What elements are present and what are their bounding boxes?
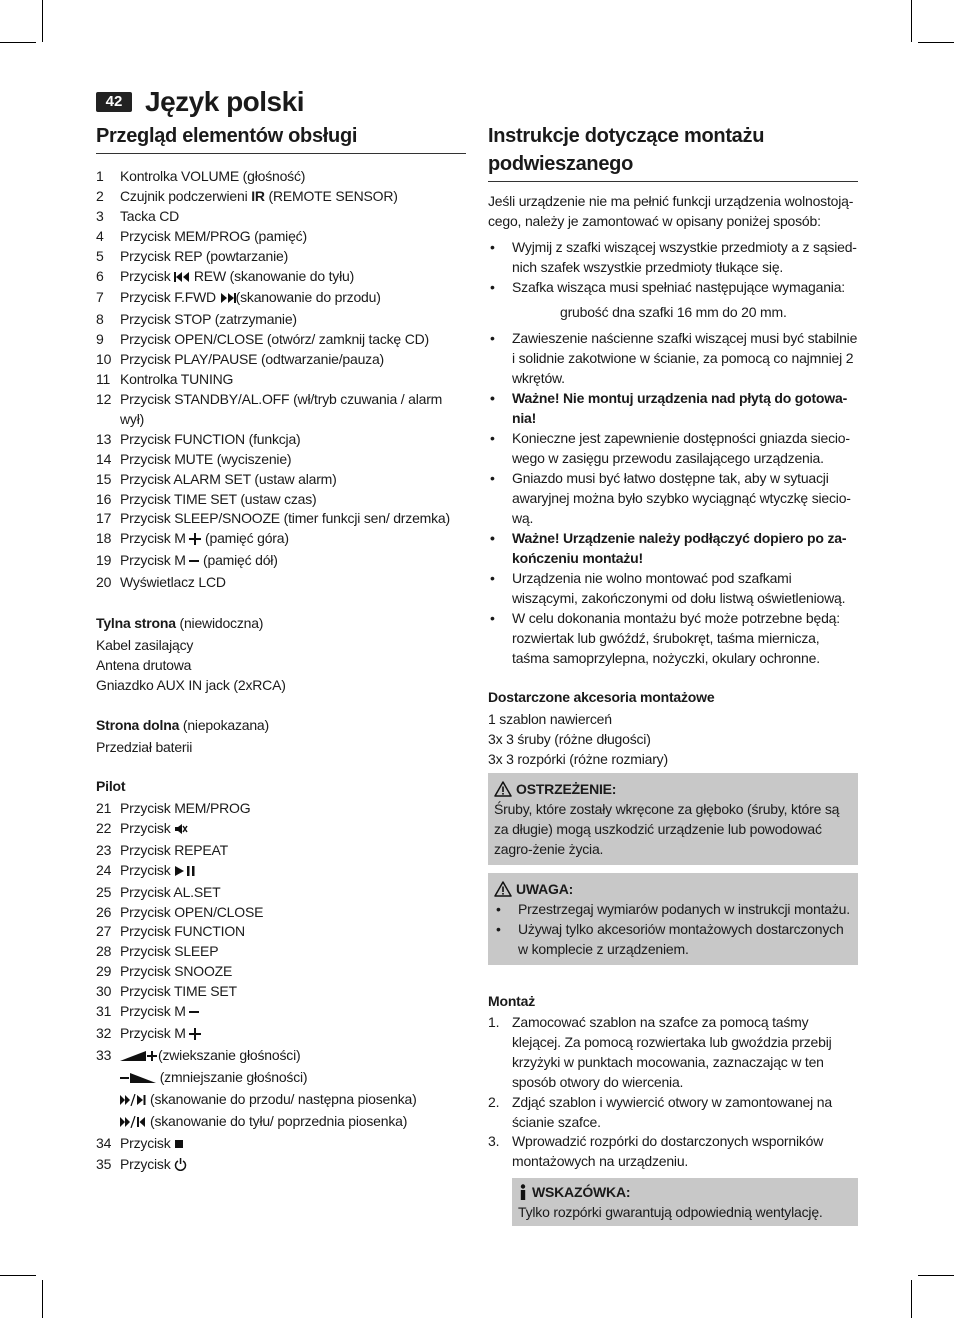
item-text: Przycisk STOP (zatrzymanie) — [120, 311, 297, 328]
warning-text: Śruby, które zostały wkręcone za głęboko (śruby, które są za długie) mogą uszkodzić urządzenie lub powodować zagro-żenie życia. — [494, 801, 840, 857]
bottom-line: Przedział baterii — [96, 739, 193, 756]
rear-side-heading — [96, 613, 466, 633]
crop-mark — [911, 1280, 912, 1318]
accessory-item: 3x 3 rozpórki (różne rozmiary) — [488, 751, 668, 767]
right-column — [488, 122, 858, 1226]
mounting-steps-list — [488, 1013, 858, 1172]
bottom-side-heading — [96, 715, 466, 735]
rear-side-title: Tylna strona — [96, 615, 176, 632]
accessory-item: 1 szablon nawierceń — [488, 711, 612, 727]
item-text: Przycisk TIME SET (ustaw czas) — [120, 490, 317, 507]
crop-mark — [42, 1280, 43, 1318]
crop-mark — [918, 42, 954, 43]
item-text: (skanowanie do przodu/ następna piosenka) — [150, 1090, 417, 1107]
item-number: 5 — [96, 247, 104, 264]
skip-forward-icon — [120, 1092, 150, 1112]
mounting-heading-line1: Instrukcje dotyczące montażu — [488, 125, 765, 147]
item-number: 16 — [96, 490, 112, 507]
item-text: Kontrolka TUNING — [120, 371, 234, 388]
item-number: 34 — [96, 1134, 112, 1151]
left-column — [96, 122, 466, 1177]
remote-item — [96, 861, 466, 883]
item-number: 2 — [96, 187, 104, 204]
item-number: 14 — [96, 450, 112, 467]
item-text: Kontrolka VOLUME (głośność) — [120, 168, 306, 184]
control-item — [96, 509, 466, 529]
mounting-steps-heading: Montaż — [488, 993, 536, 1009]
item-number: 9 — [96, 331, 104, 348]
control-item — [96, 350, 466, 370]
mounting-notes-list — [488, 328, 858, 668]
control-item — [96, 573, 466, 593]
item-text: Zdjąć szablon i wywiercić otwory w zamontowanej na ścianie szafce. — [512, 1093, 832, 1130]
item-text: Przycisk AL.SET — [120, 883, 221, 900]
item-number: 32 — [96, 1025, 112, 1041]
control-item — [96, 330, 466, 350]
play-pause-icon — [174, 863, 196, 883]
plus-icon — [189, 531, 201, 551]
item-number: 3. — [488, 1133, 500, 1150]
requirement-item: • Wyjmij z szafki wiszącej wszystkie przedmioty a z sąsied-nich szafek wszystkie przedmioty tłukące się. — [488, 237, 858, 277]
control-item — [96, 207, 466, 227]
mounting-note-item: • Ważne! Urządzenie należy podłączyć dopiero po za-kończeniu montażu! — [488, 528, 858, 568]
rear-line: Gniazdko AUX IN jack (2xRCA) — [96, 677, 286, 694]
item-number: 18 — [96, 530, 112, 547]
tip-text: Tylko rozpórki gwarantują odpowiednią wentylację. — [518, 1204, 823, 1221]
accessories-heading: Dostarczone akcesoria montażowe — [488, 689, 715, 705]
item-text: Przycisk ALARM SET (ustaw alarm) — [120, 470, 337, 487]
remote-item — [96, 942, 466, 962]
accessory-item: 3x 3 śruby (różne długości) — [488, 731, 651, 747]
item-number: 26 — [96, 903, 112, 920]
remote-heading: Pilot — [96, 778, 126, 795]
item-text: Przycisk MEM/PROG (pamięć) — [120, 227, 307, 244]
power-icon — [174, 1157, 187, 1177]
remote-item — [96, 1134, 466, 1156]
caution-title-text: UWAGA: — [516, 881, 574, 897]
item-text: Przycisk REPEAT — [120, 841, 228, 858]
remote-item — [96, 1112, 466, 1134]
crop-mark — [42, 0, 43, 42]
item-number: 10 — [96, 351, 112, 368]
warning-title-text: OSTRZEŻENIE: — [516, 781, 617, 797]
remote-item — [96, 1068, 466, 1090]
control-item — [96, 288, 466, 310]
item-number: 30 — [96, 983, 112, 1000]
control-item — [96, 450, 466, 470]
item-text: Przycisk FUNCTION — [120, 923, 245, 940]
volume-down-icon — [120, 1070, 156, 1090]
warning-title — [494, 779, 852, 799]
item-text: Przycisk REP (powtarzanie) — [120, 247, 289, 264]
item-number: 1. — [488, 1014, 500, 1030]
control-item — [96, 490, 466, 510]
control-item — [96, 390, 466, 430]
crop-mark — [0, 42, 36, 43]
mounting-note-item: • Gniazdo musi być łatwo dostępne tak, aby w sytuacji awaryjnej można było szybko wyciągnąć wtyczkę siecio-wą. — [488, 468, 858, 528]
item-text: (zwiekszanie głośności) — [158, 1046, 301, 1063]
control-item — [96, 267, 466, 289]
mounting-step — [488, 1093, 858, 1133]
item-bold-text: IR — [251, 187, 265, 204]
mounting-note-item: • Konieczne jest zapewnienie dostępności gniazda siecio-wego w zasięgu przewodu zasilającego urządzenia. — [488, 428, 858, 468]
mute-icon — [174, 821, 188, 841]
item-number: 28 — [96, 943, 112, 960]
rear-line: Antena drutowa — [96, 657, 192, 674]
item-text: Przycisk — [120, 1156, 175, 1173]
item-number: 35 — [96, 1156, 112, 1173]
item-number: 4 — [96, 227, 104, 244]
info-icon — [518, 1184, 528, 1200]
item-number: 23 — [96, 841, 112, 858]
mounting-note-item: • Urządzenia nie wolno montować pod szafkami wiszącymi, zakończonymi od dołu listwą oświetleniową. — [488, 568, 858, 608]
mounting-heading — [488, 122, 858, 182]
item-text: Przycisk SLEEP — [120, 943, 219, 960]
item-text: Przycisk — [120, 861, 175, 878]
caution-list — [494, 899, 852, 959]
remote-item — [96, 841, 466, 861]
item-number: 20 — [96, 574, 112, 591]
item-number: 8 — [96, 311, 104, 328]
control-item — [96, 247, 466, 267]
rear-side-note: (niewidoczna) — [175, 615, 264, 632]
item-number: 19 — [96, 552, 112, 569]
remote-item — [96, 1046, 466, 1068]
control-item — [96, 227, 466, 247]
page-title: Język polski — [145, 86, 304, 117]
item-text: Zamocować szablon na szafce za pomocą taśmy klejącej. Za pomocą rozwiertaka lub gwoździa przebij krzyżyki w punktach mocowania, zaznaczając w ten sposób otwory do wiercenia. — [512, 1014, 832, 1090]
page-number: 42 — [96, 92, 132, 112]
item-text: Tacka CD — [120, 207, 180, 224]
remote-item — [96, 1155, 466, 1177]
control-item — [96, 310, 466, 330]
remote-list — [96, 799, 466, 1177]
control-item — [96, 167, 466, 187]
item-text: REW (skanowanie do tyłu) — [190, 267, 355, 284]
crop-mark — [911, 0, 912, 42]
item-text: Przycisk M — [120, 1025, 190, 1041]
item-number: 29 — [96, 963, 112, 980]
item-text: Przycisk STANDBY/AL.OFF (wł/tryb czuwania / alarm wył) — [120, 390, 443, 427]
item-text: (skanowanie do przodu) — [235, 289, 381, 306]
item-number: 13 — [96, 430, 112, 447]
item-text: Przycisk MEM/PROG — [120, 800, 251, 817]
rear-line: Kabel zasilający — [96, 637, 194, 654]
remote-item — [96, 1090, 466, 1112]
remote-item — [96, 982, 466, 1002]
item-text: Przycisk SNOOZE — [120, 963, 233, 980]
item-number: 22 — [96, 819, 112, 836]
remote-item — [96, 922, 466, 942]
control-item — [96, 370, 466, 390]
item-text: Przycisk — [120, 1134, 175, 1151]
item-text: Wprowadzić rozpórki do dostarczonych wsporników montażowych na urządzeniu. — [512, 1133, 824, 1170]
mounting-step — [488, 1013, 858, 1093]
crop-mark — [0, 1275, 36, 1276]
item-number: 7 — [96, 289, 104, 306]
item-number: 24 — [96, 861, 112, 878]
remote-item — [96, 962, 466, 982]
remote-item — [96, 883, 466, 903]
volume-up-icon — [120, 1048, 158, 1068]
tip-title-text: WSKAZÓWKA: — [532, 1184, 631, 1201]
item-number: 11 — [96, 371, 111, 388]
remote-item — [96, 903, 466, 923]
controls-heading: Przegląd elementów obsługi — [96, 122, 466, 154]
item-text: (skanowanie do tyłu/ poprzednia piosenka) — [150, 1112, 408, 1129]
item-number: 31 — [96, 1003, 112, 1020]
item-text: Przycisk OPEN/CLOSE — [120, 903, 264, 920]
mounting-note-item: • W celu dokonania montażu być może potrzebne będą: rozwiertak lub gwóźdź, śrubokręt, taśma miernicza, taśma samoprzylepna, nożyczki, okulary ochronne. — [488, 608, 858, 668]
remote-item — [96, 799, 466, 819]
item-number: 12 — [96, 390, 112, 407]
caution-item: • Używaj tylko akcesoriów montażowych dostarczonych w komplecie z urządzeniem. — [494, 919, 852, 959]
item-text: Wyświetlacz LCD — [120, 574, 226, 591]
item-text: (pamięć dół) — [199, 552, 278, 569]
item-number: 2. — [488, 1093, 500, 1110]
plus-icon — [189, 1026, 201, 1046]
control-item — [96, 529, 466, 551]
controls-list — [96, 167, 466, 593]
item-text: Przycisk OPEN/CLOSE (otwórz/ zamknij tackę CD) — [120, 331, 429, 348]
item-number: 21 — [96, 800, 112, 817]
cabinet-thickness-requirement: grubość dna szafki 16 mm do 20 mm. — [560, 304, 787, 320]
control-item — [96, 551, 466, 573]
item-text: (REMOTE SENSOR) — [264, 187, 398, 204]
item-number: 6 — [96, 267, 104, 284]
warning-triangle-icon — [494, 881, 512, 897]
item-text: Przycisk F.FWD — [120, 289, 220, 306]
caution-title — [494, 879, 852, 899]
fast-forward-icon — [220, 290, 236, 310]
minus-icon — [189, 553, 199, 573]
control-item — [96, 470, 466, 490]
item-text: Przycisk MUTE (wyciszenie) — [120, 450, 292, 467]
requirements-list — [488, 237, 858, 297]
tip-title — [518, 1182, 852, 1202]
warning-box — [488, 773, 858, 865]
mounting-step — [488, 1132, 858, 1172]
tip-box — [512, 1178, 858, 1226]
control-item — [96, 187, 466, 207]
item-text: (pamięć góra) — [201, 530, 289, 547]
item-text: Przycisk TIME SET — [120, 983, 237, 1000]
item-text: Przycisk M — [120, 1003, 190, 1020]
caution-item: • Przestrzegaj wymiarów podanych w instrukcji montażu. — [494, 899, 852, 919]
remote-item — [96, 819, 466, 841]
mounting-heading-line2: podwieszanego — [488, 153, 634, 175]
control-item — [96, 430, 466, 450]
item-text: Przycisk SLEEP/SNOOZE (timer funkcji sen/ drzemka) — [120, 510, 450, 527]
item-number: 25 — [96, 883, 112, 900]
crop-mark — [918, 1275, 954, 1276]
item-number: 27 — [96, 923, 112, 940]
mounting-note-item: • Ważne! Nie montuj urządzenia nad płytą do gotowa-nia! — [488, 388, 858, 428]
item-text: Przycisk FUNCTION (funkcja) — [120, 430, 301, 447]
remote-item — [96, 1002, 466, 1024]
mounting-note-item: • Zawieszenie naścienne szafki wiszącej musi być stabilnie i solidnie zakotwione w ścianie, za pomocą co najmniej 2 wkrętów. — [488, 328, 858, 388]
skip-back-icon — [120, 1114, 150, 1134]
item-text: Przycisk M — [120, 530, 190, 547]
item-text: Przycisk M — [120, 552, 190, 569]
caution-box — [488, 873, 858, 965]
item-number: 3 — [96, 207, 104, 224]
bottom-side-note: (niepokazana) — [179, 717, 269, 734]
bottom-side-title: Strona dolna — [96, 717, 180, 734]
item-text: Czujnik podczerwieni — [120, 187, 252, 204]
item-text: Przycisk PLAY/PAUSE (odtwarzanie/pauza) — [120, 351, 385, 368]
item-number: 15 — [96, 470, 112, 487]
item-text: Przycisk — [120, 819, 175, 836]
rewind-icon — [174, 269, 190, 289]
requirement-item: • Szafka wisząca musi spełniać następujące wymagania: — [488, 277, 858, 297]
mounting-intro: Jeśli urządzenie nie ma pełnić funkcji urządzenia wolnostoją-cego, należy je zamontować w opisany poniżej sposób: — [488, 193, 854, 229]
item-number: 33 — [96, 1046, 112, 1063]
minus-icon — [189, 1004, 199, 1024]
item-number: 17 — [96, 510, 112, 527]
item-number: 1 — [96, 168, 104, 184]
item-text: Przycisk — [120, 267, 175, 284]
remote-item — [96, 1024, 466, 1046]
stop-icon — [174, 1136, 184, 1156]
warning-triangle-icon — [494, 781, 512, 797]
item-text: (zmniejszanie głośności) — [156, 1068, 308, 1085]
